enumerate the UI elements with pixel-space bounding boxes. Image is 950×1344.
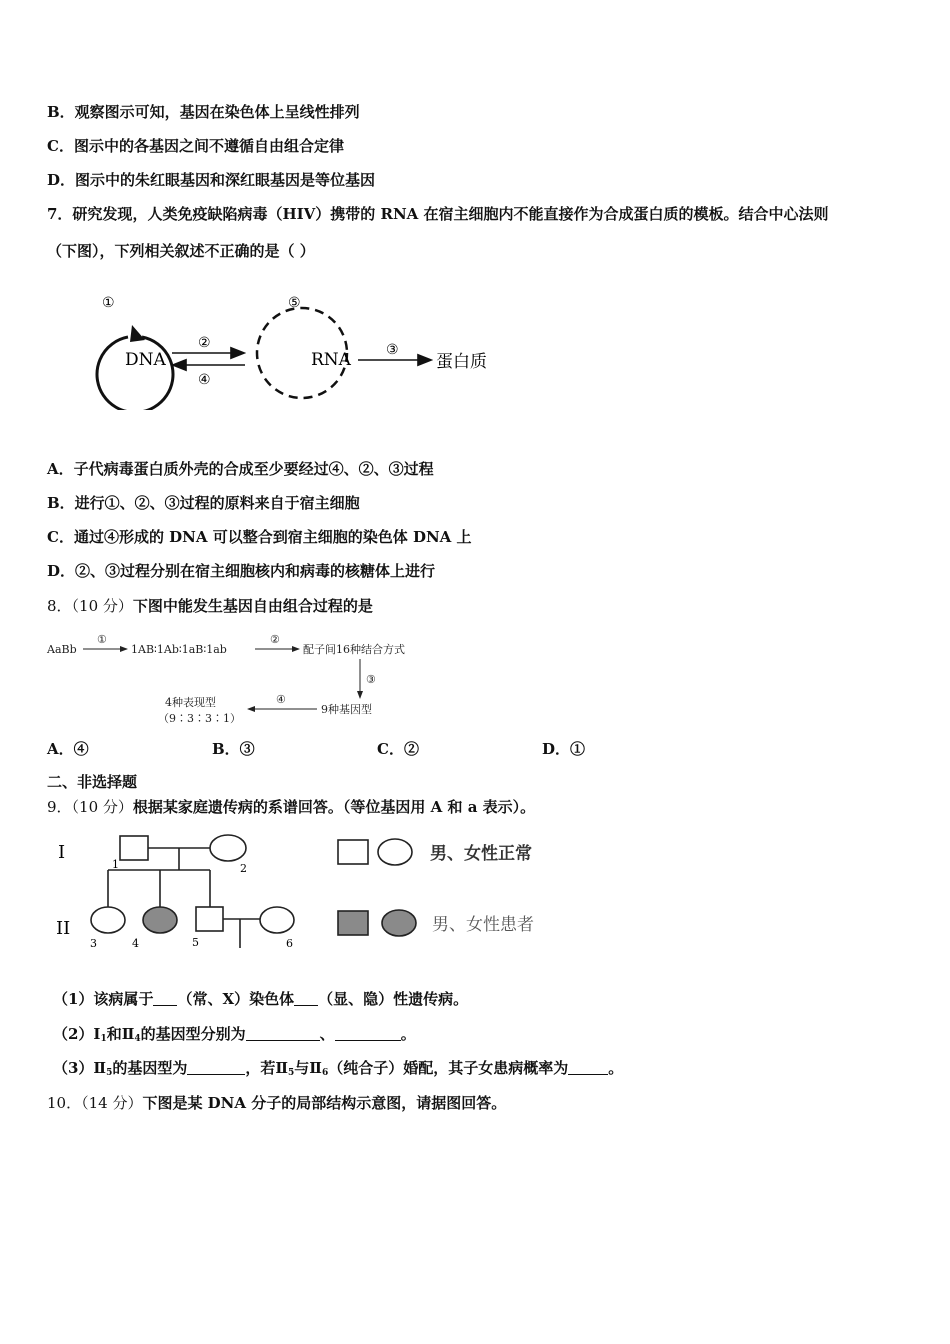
individual-II5 xyxy=(196,907,223,931)
q8-option-b: B．③ xyxy=(212,740,255,758)
q8-stem xyxy=(47,596,373,616)
generation-1-label: I xyxy=(58,842,66,863)
q9-part1-text-b: （常、X）染色体 xyxy=(177,990,295,1008)
mark-3: ③ xyxy=(386,342,399,358)
q9-part3 xyxy=(53,1058,623,1083)
q9-part2-text-b: 和Ⅱ xyxy=(106,1025,135,1043)
blank-4[interactable] xyxy=(335,1025,401,1041)
q7-option-a: A．子代病毒蛋白质外壳的合成至少要经过④、②、③过程 xyxy=(47,460,434,478)
q6-option-d: D．图示中的朱红眼基因和深红眼基因是等位基因 xyxy=(47,171,376,189)
q9-part3-text-e: （纯合子）婚配，其子女患病概率为 xyxy=(328,1059,569,1077)
q9-part3-text-b: 的基因型为 xyxy=(112,1059,188,1077)
protein-label: 蛋白质 xyxy=(436,352,487,372)
q9-part2-sub-1: 1 xyxy=(100,1034,107,1044)
q9-part3-text-c: ，若Ⅱ xyxy=(245,1059,289,1077)
id-I1: 1 xyxy=(112,858,119,871)
q7-option-c: C．通过④形成的 DNA 可以整合到宿主细胞的染色体 DNA 上 xyxy=(47,528,472,546)
q9-part2-text-c: 的基因型分别为 xyxy=(140,1025,246,1043)
q9-part2 xyxy=(53,1024,416,1049)
dna-label: DNA xyxy=(125,350,166,370)
q9-part2-text-d: 、 xyxy=(319,1025,335,1043)
individual-II4 xyxy=(143,907,177,933)
q9-part1-text-a: （1）该病属于 xyxy=(53,990,154,1008)
mark-5: ⑤ xyxy=(288,295,301,311)
q9-part2-sub-2: 4 xyxy=(134,1034,141,1044)
blank-5[interactable] xyxy=(187,1059,245,1075)
blank-3[interactable] xyxy=(246,1025,320,1041)
phenotype-count: 4种表现型 xyxy=(165,696,216,709)
mark-2: ② xyxy=(198,335,211,351)
legend-affected-label: 男、女性患者 xyxy=(432,915,534,935)
gene-combination-flow xyxy=(45,628,445,728)
q8-text: 下图中能发生基因自由组合过程的是 xyxy=(132,597,373,615)
q8-option-a: A．④ xyxy=(47,740,89,758)
q8-number: 8． xyxy=(47,597,72,615)
q9-part2-text-e: 。 xyxy=(400,1025,416,1043)
genotype-start: AaBb xyxy=(47,643,77,656)
individual-I1 xyxy=(120,836,148,860)
flow-mark-2: ② xyxy=(270,633,280,646)
genotype-count: 9种基因型 xyxy=(321,703,372,716)
phenotype-ratio: （9∶3∶3∶1） xyxy=(158,712,241,725)
q9-part3-sub-3: 6 xyxy=(321,1068,329,1078)
id-II5: 5 xyxy=(192,936,199,949)
q9-part3-sub-1: 5 xyxy=(106,1068,113,1078)
generation-2-label: II xyxy=(56,918,71,939)
q9-part3-text-a: （3）Ⅱ xyxy=(53,1059,107,1077)
legend-affected-female xyxy=(382,910,416,936)
section-heading: 二、非选择题 xyxy=(47,773,138,791)
blank-1[interactable] xyxy=(153,990,177,1006)
q9-part3-sub-2: 5 xyxy=(288,1068,295,1078)
q7-stem-line2: （下图），下列相关叙述不正确的是（ ） xyxy=(47,242,315,260)
q9-number: 9． xyxy=(47,798,72,816)
flow-mark-1: ① xyxy=(97,633,107,646)
id-II6: 6 xyxy=(286,937,293,950)
q8-option-c: C．② xyxy=(377,740,419,758)
rna-label: RNA xyxy=(311,350,351,370)
blank-2[interactable] xyxy=(294,990,318,1006)
individual-I2 xyxy=(210,835,246,861)
q8-score: （10 分） xyxy=(71,597,133,615)
replication-arrowhead xyxy=(130,325,145,342)
legend-affected-male xyxy=(338,911,368,935)
replication-arrow xyxy=(97,337,173,410)
gamete-combinations: 配子间16种结合方式 xyxy=(303,643,405,656)
legend-normal-label: 男、女性正常 xyxy=(430,844,532,864)
q9-stem xyxy=(47,797,535,817)
id-II4: 4 xyxy=(132,937,139,950)
q10-score: （14 分） xyxy=(81,1094,143,1112)
flow-mark-4: ④ xyxy=(276,693,286,706)
q9-part3-text-f: 。 xyxy=(608,1059,624,1077)
id-I2: 2 xyxy=(240,862,247,875)
legend-normal-male xyxy=(338,840,368,864)
blank-6[interactable] xyxy=(568,1059,608,1075)
flow-mark-3: ③ xyxy=(366,673,376,686)
individual-II3 xyxy=(91,907,125,933)
q10-text: 下图是某 DNA 分子的局部结构示意图，请据图回答。 xyxy=(142,1094,507,1112)
legend-normal-female xyxy=(378,839,412,865)
gamete-ratio: 1AB∶1Ab∶1aB∶1ab xyxy=(131,643,227,656)
central-dogma-diagram xyxy=(50,285,510,410)
mark-4: ④ xyxy=(198,372,211,388)
q9-text: 根据某家庭遗传病的系谱回答。（等位基因用 A 和 a 表示）。 xyxy=(132,798,536,816)
q9-score: （10 分） xyxy=(71,798,133,816)
id-II3: 3 xyxy=(90,937,97,950)
q9-part3-text-d: 与Ⅱ xyxy=(294,1059,322,1077)
pedigree-chart xyxy=(50,828,570,953)
q7-option-b: B．进行①、②、③过程的原料来自于宿主细胞 xyxy=(47,494,360,512)
q10-number: 10． xyxy=(47,1094,82,1112)
individual-II6 xyxy=(260,907,294,933)
q10-stem xyxy=(47,1093,506,1113)
q7-option-d: D．②、③过程分别在宿主细胞核内和病毒的核糖体上进行 xyxy=(47,562,436,580)
q9-part1-text-c: （显、隐）性遗传病。 xyxy=(318,990,469,1008)
mark-1: ① xyxy=(102,295,115,311)
q8-option-d: D．① xyxy=(542,740,586,758)
q6-option-c: C．图示中的各基因之间不遵循自由组合定律 xyxy=(47,137,344,155)
q9-part1 xyxy=(53,989,468,1009)
q6-option-b: B．观察图示可知，基因在染色体上呈线性排列 xyxy=(47,103,360,121)
q9-part2-text-a: （2）Ⅰ xyxy=(53,1025,101,1043)
q7-stem-line1: 7．研究发现，人类免疫缺陷病毒（HIV）携带的 RNA 在宿主细胞内不能直接作为合成蛋白质的模板。结合中心法则 xyxy=(47,205,829,223)
